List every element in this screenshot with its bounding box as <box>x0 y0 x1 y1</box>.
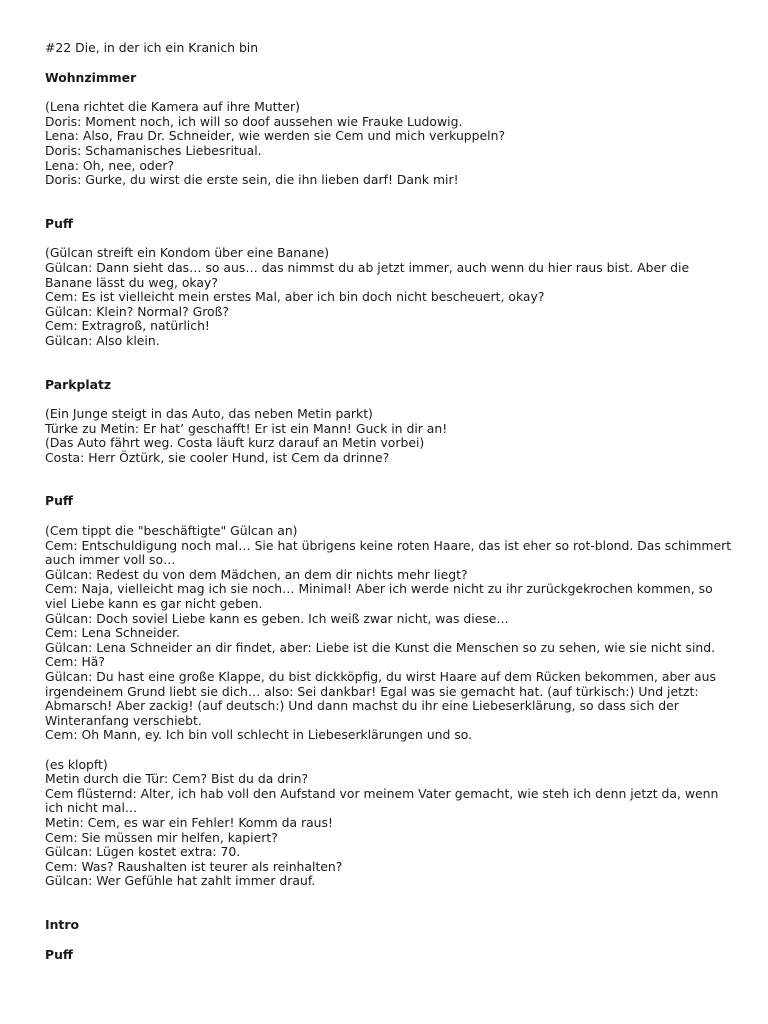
dialogue-line: (Ein Junge steigt in das Auto, das neben Metin parkt) <box>45 406 373 422</box>
dialogue-line: Metin durch die Tür: Cem? Bist du da drin? <box>45 771 309 787</box>
dialogue-line: Cem: Extragroß, natürlich! <box>45 318 210 334</box>
dialogue-line: Gülcan: Lügen kostet extra: 70. <box>45 844 241 860</box>
scene-intro <box>45 918 735 933</box>
dialogue-line: Cem: Was? Raushalten ist teurer als reinhalten? <box>45 858 343 874</box>
dialogue-line: (Das Auto fährt weg. Costa läuft kurz darauf an Metin vorbei) <box>45 435 425 451</box>
scene-heading: Intro <box>45 916 79 932</box>
document-title: #22 Die, in der ich ein Kranich bin <box>45 40 259 55</box>
dialogue-line: Cem: Sie müssen mir helfen, kapiert? <box>45 829 278 845</box>
dialogue-line: (es klopft) <box>45 756 108 772</box>
dialogue-line: Gülcan: Also klein. <box>45 332 160 348</box>
document-page <box>45 41 735 977</box>
dialogue-line: Lena: Oh, nee, oder? <box>45 157 175 173</box>
scene-heading: Puff <box>45 946 73 962</box>
dialogue-line: Gülcan: Lena Schneider an dir findet, aber: Liebe ist die Kunst die Menschen so zu sehen, wie sie nicht sind. <box>45 639 716 655</box>
dialogue-line: Lena: Also, Frau Dr. Schneider, wie werden sie Cem und mich verkuppeln? <box>45 128 506 144</box>
dialogue-line: Gülcan: Wer Gefühle hat zahlt immer drauf. <box>45 873 316 889</box>
dialogue-line: (Lena richtet die Kamera auf ihre Mutter) <box>45 99 300 115</box>
dialogue-line: Türke zu Metin: Er hat’ geschafft! Er ist ein Mann! Guck in dir an! <box>45 420 448 436</box>
dialogue-line: Gülcan: Klein? Normal? Groß? <box>45 303 230 319</box>
dialogue-line: Cem: Es ist vielleicht mein erstes Mal, aber ich bin doch nicht bescheuert, okay? <box>45 289 545 305</box>
scene-heading: Puff <box>45 215 73 231</box>
dialogue-line: Costa: Herr Öztürk, sie cooler Hund, ist Cem da drinne? <box>45 449 390 465</box>
scene-puff-2 <box>45 494 735 888</box>
scene-heading: Puff <box>45 493 73 509</box>
dialogue-line: Gülcan: Redest du von dem Mädchen, an dem dir nichts mehr liegt? <box>45 566 468 582</box>
dialogue-line: Cem flüsternd: Alter, ich hab voll den Aufstand vor meinem Vater gemacht, wie steh ich denn jetzt da, wenn ich nicht mal… <box>45 785 719 816</box>
scene-parkplatz <box>45 378 735 466</box>
dialogue-line: Gülcan: Du hast eine große Klappe, du bist dickköpfig, du wirst Haare auf dem Rücken bekommen, aber aus irgendeinem Grund liebt sie dich… also: Sei dankbar! Egal was sie gemacht hat. (auf türkisch:) Und jetzt: Abmarsch! Aber zackig! (auf deutsch:) Und dann machst du ihr eine Liebeserklärung, so dass sich der Winteranfang verschiebt. <box>45 669 716 728</box>
dialogue-line: Cem: Naja, vielleicht mag ich sie noch… Minimal! Aber ich werde nicht zu ihr zurückgekrochen kommen, so viel Liebe kann es gar nicht geben. <box>45 581 713 612</box>
dialogue-line: Cem: Lena Schneider. <box>45 625 180 641</box>
dialogue-line: Cem: Entschuldigung noch mal… Sie hat übrigens keine roten Haare, das ist eher so rot-blond. Das schimmert auch immer voll so… <box>45 537 732 568</box>
dialogue-line: Gülcan: Doch soviel Liebe kann es geben. Ich weiß zwar nicht, was diese… <box>45 610 509 626</box>
dialogue-line: (Cem tippt die "beschäftigte" Gülcan an) <box>45 523 298 539</box>
scene-puff-1 <box>45 217 735 349</box>
dialogue-line: (Gülcan streift ein Kondom über eine Banane) <box>45 245 330 261</box>
dialogue-line: Doris: Moment noch, ich will so doof aussehen wie Frauke Ludowig. <box>45 113 463 129</box>
dialogue-line: Cem: Oh Mann, ey. Ich bin voll schlecht in Liebeserklärungen und so. <box>45 727 473 743</box>
scene-heading: Wohnzimmer <box>45 69 137 85</box>
dialogue-line: Gülcan: Dann sieht das… so aus… das nimmst du ab jetzt immer, auch wenn du hier raus bist. Aber die Banane lässt du weg, okay? <box>45 259 690 290</box>
dialogue-line: Doris: Gurke, du wirst die erste sein, die ihn lieben darf! Dank mir! <box>45 172 459 188</box>
dialogue-line: Cem: Hä? <box>45 654 105 670</box>
scene-puff-3 <box>45 948 735 963</box>
dialogue-line: Metin: Cem, es war ein Fehler! Komm da raus! <box>45 814 333 830</box>
dialogue-line: Doris: Schamanisches Liebesritual. <box>45 142 262 158</box>
scene-wohnzimmer <box>45 71 735 188</box>
scene-heading: Parkplatz <box>45 376 112 392</box>
